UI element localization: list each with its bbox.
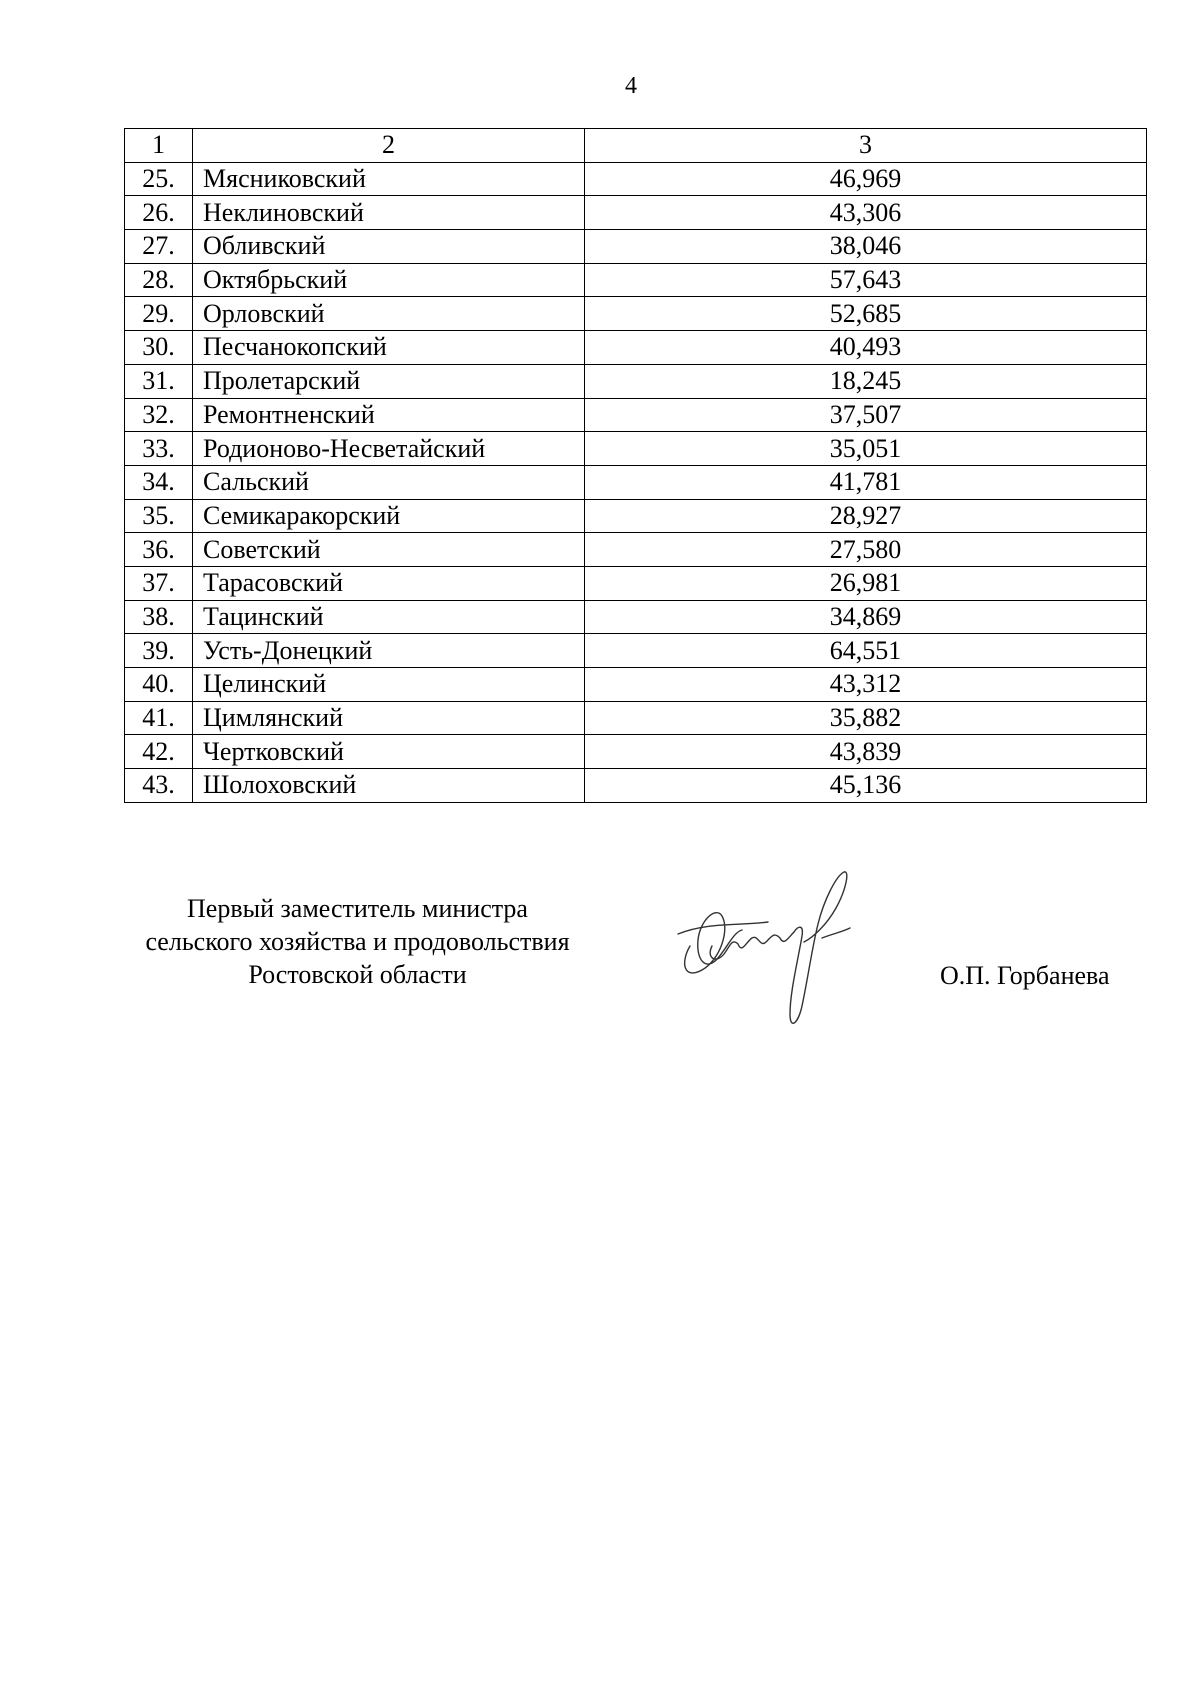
district-value: 40,493 [585,331,1147,365]
handwritten-signature-icon [672,868,892,1038]
signatory-position [120,892,595,991]
position-line: сельского хозяйства и продовольствия [145,927,570,956]
row-number: 36. [125,533,193,567]
district-name: Тарасовский [193,566,585,600]
table-header-cell: 3 [585,129,1147,163]
row-number: 26. [125,196,193,230]
district-name: Ремонтненский [193,398,585,432]
row-number: 41. [125,701,193,735]
district-name: Песчанокопский [193,331,585,365]
table-header-cell: 1 [125,129,193,163]
table-row [125,634,1147,668]
row-number: 30. [125,331,193,365]
row-number: 43. [125,769,193,803]
district-name: Родионово-Несветайский [193,432,585,466]
district-value: 46,969 [585,162,1147,196]
table-row [125,701,1147,735]
district-name: Цимлянский [193,701,585,735]
district-value: 43,312 [585,668,1147,702]
district-value: 35,882 [585,701,1147,735]
table-row [125,230,1147,264]
district-name: Советский [193,533,585,567]
table-row [125,432,1147,466]
table-header-cell: 2 [193,129,585,163]
table-row [125,769,1147,803]
signer-name: О.П. Горбанева [940,961,1110,990]
district-name: Орловский [193,297,585,331]
table-row [125,331,1147,365]
position-line: Первый заместитель министра [187,894,528,923]
district-value: 18,245 [585,364,1147,398]
district-value: 26,981 [585,566,1147,600]
row-number: 31. [125,364,193,398]
row-number: 32. [125,398,193,432]
row-number: 38. [125,600,193,634]
district-value: 52,685 [585,297,1147,331]
row-number: 29. [125,297,193,331]
table-row [125,533,1147,567]
row-number: 25. [125,162,193,196]
row-number: 37. [125,566,193,600]
district-value: 43,306 [585,196,1147,230]
table-row [125,499,1147,533]
district-value: 57,643 [585,263,1147,297]
district-name: Тацинский [193,600,585,634]
row-number: 39. [125,634,193,668]
district-name: Семикаракорский [193,499,585,533]
row-number: 33. [125,432,193,466]
district-value: 45,136 [585,769,1147,803]
table-row [125,600,1147,634]
district-name: Чертковский [193,735,585,769]
table-row [125,566,1147,600]
row-number: 34. [125,465,193,499]
district-name: Сальский [193,465,585,499]
district-value: 64,551 [585,634,1147,668]
district-name: Мясниковский [193,162,585,196]
table-row [125,162,1147,196]
table-row [125,668,1147,702]
district-name: Неклиновский [193,196,585,230]
district-value: 43,839 [585,735,1147,769]
table-row [125,196,1147,230]
row-number: 40. [125,668,193,702]
row-number: 42. [125,735,193,769]
district-name: Шолоховский [193,769,585,803]
district-name: Пролетарский [193,364,585,398]
table-row [125,364,1147,398]
district-name: Обливский [193,230,585,264]
page-number: 4 [625,73,637,99]
district-value: 37,507 [585,398,1147,432]
district-value: 34,869 [585,600,1147,634]
row-number: 35. [125,499,193,533]
district-value: 28,927 [585,499,1147,533]
data-table [124,128,1147,803]
row-number: 27. [125,230,193,264]
table-row [125,263,1147,297]
district-name: Целинский [193,668,585,702]
position-line: Ростовской области [248,960,467,989]
row-number: 28. [125,263,193,297]
table-row [125,735,1147,769]
district-value: 38,046 [585,230,1147,264]
table-row [125,297,1147,331]
table-header-row [125,129,1147,163]
table-row [125,398,1147,432]
district-value: 35,051 [585,432,1147,466]
district-name: Усть-Донецкий [193,634,585,668]
district-value: 41,781 [585,465,1147,499]
district-name: Октябрьский [193,263,585,297]
district-value: 27,580 [585,533,1147,567]
table-row [125,465,1147,499]
